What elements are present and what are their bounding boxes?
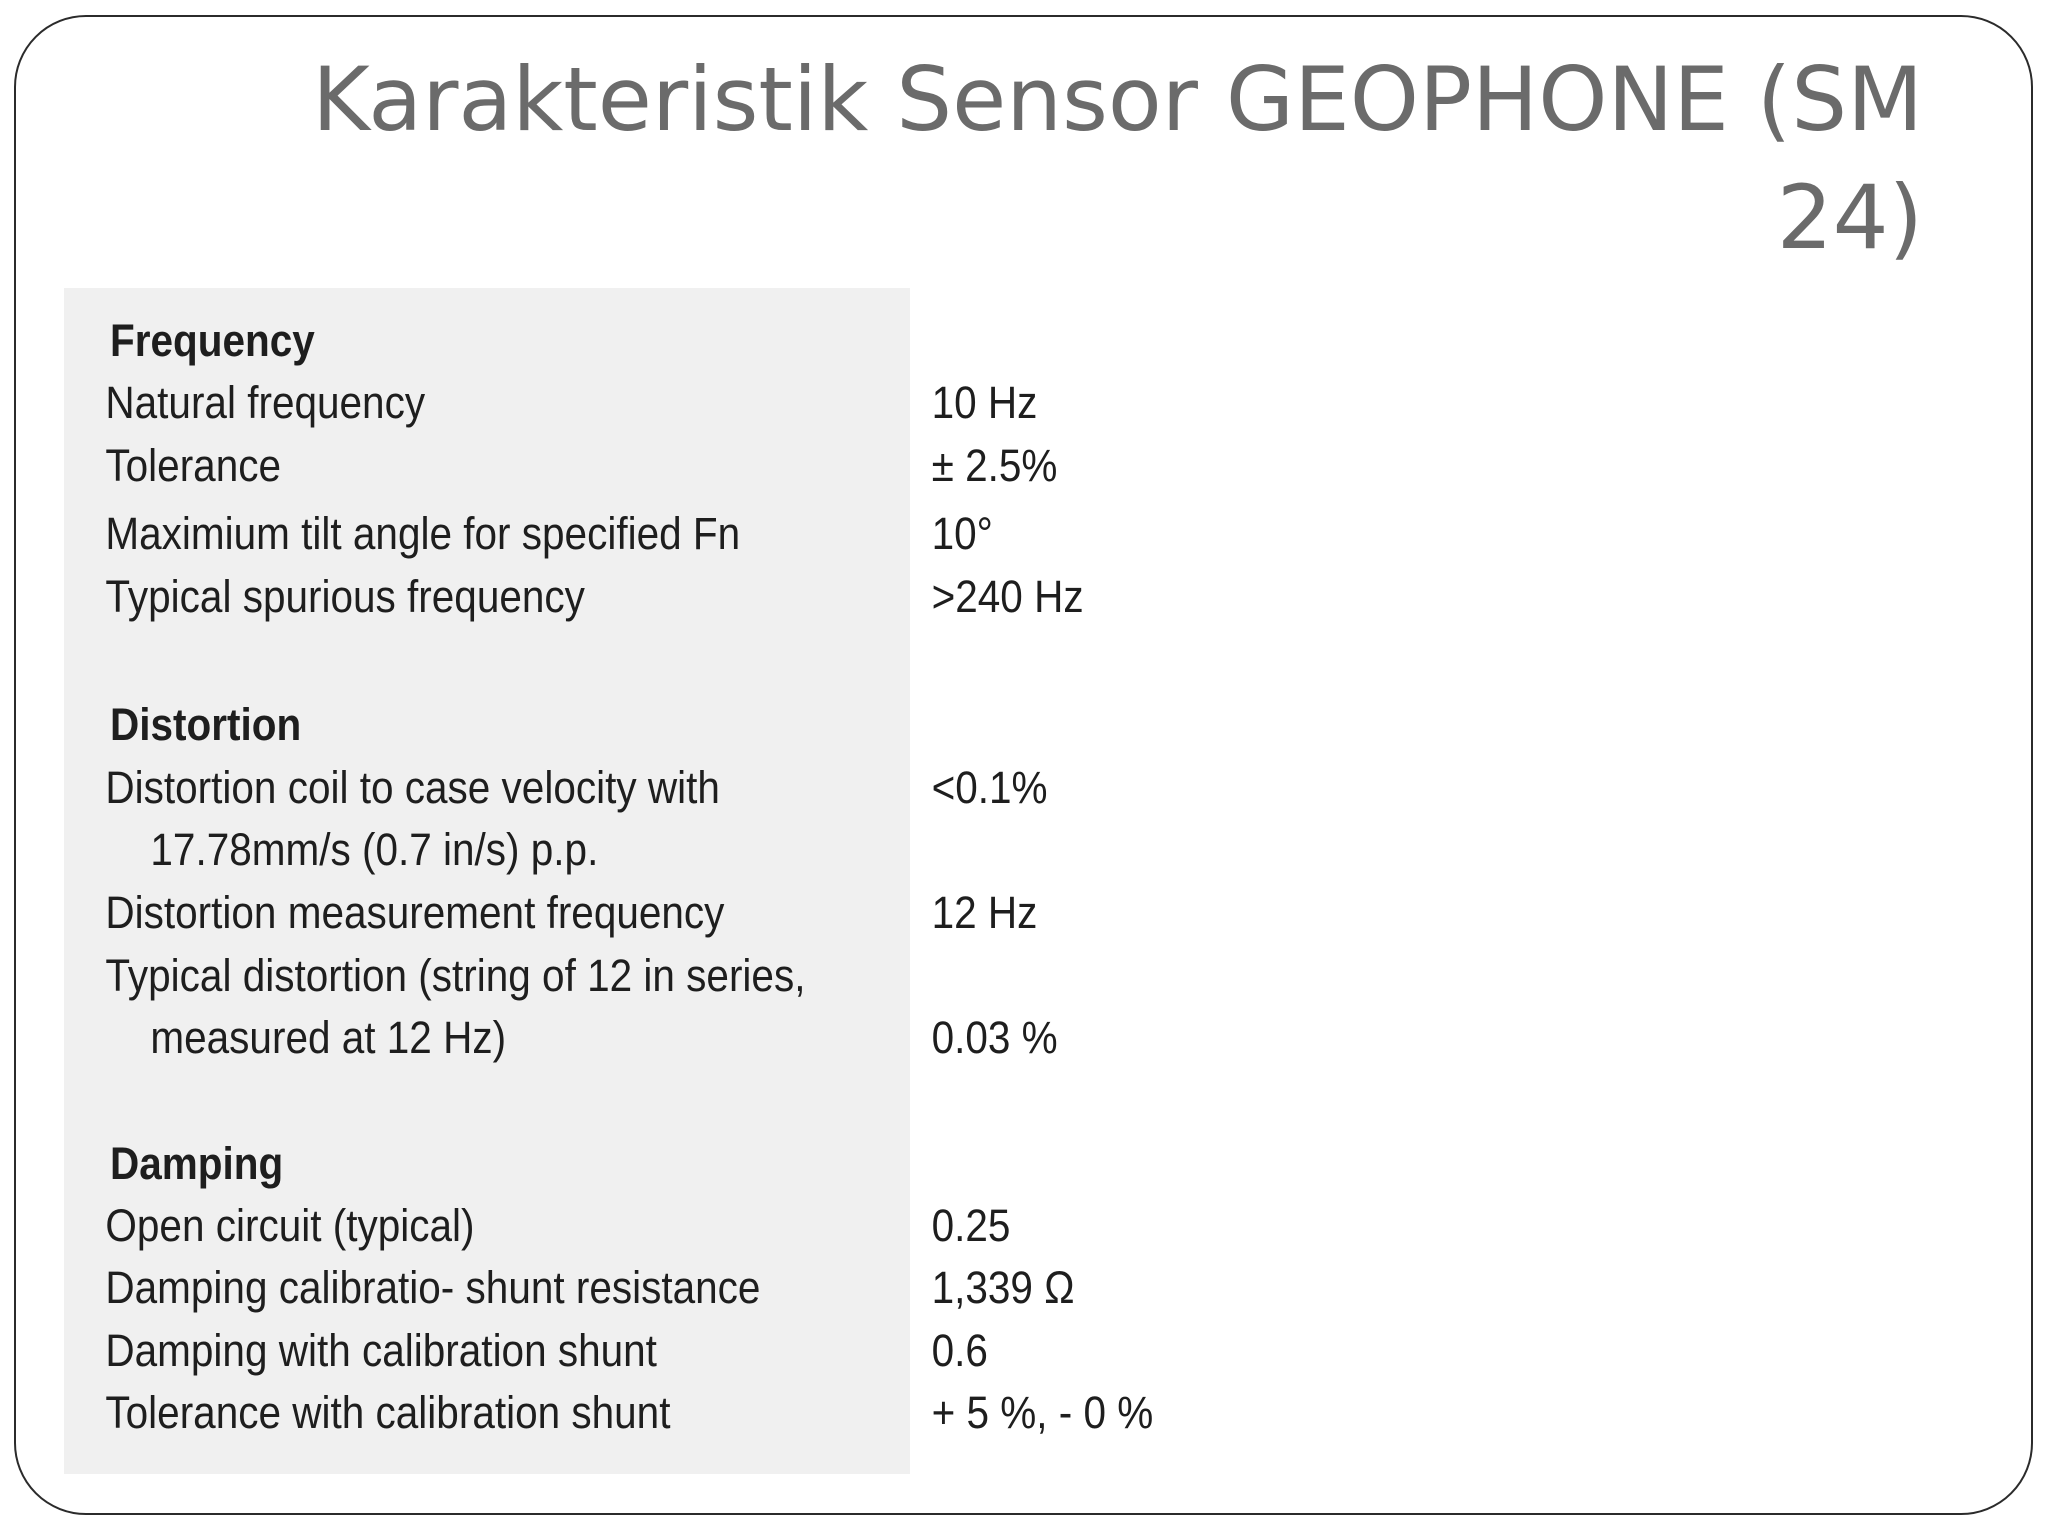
spec-label-continuation: measured at 12 Hz): [150, 1012, 507, 1063]
slide-title-line-1: Karakteristik Sensor GEOPHONE (SM: [312, 48, 1923, 151]
spec-value: 0.25: [931, 1200, 1011, 1251]
spec-label: Distortion coil to case velocity with: [105, 762, 720, 813]
spec-label-continuation: 17.78mm/s (0.7 in/s) p.p.: [150, 824, 599, 875]
spec-value: ± 2.5%: [931, 440, 1058, 491]
spec-value: 0.03 %: [931, 1012, 1058, 1063]
spec-table-image: [64, 288, 1264, 1474]
spec-value: <0.1%: [931, 762, 1048, 813]
spec-label: Typical distortion (string of 12 in series,: [105, 950, 806, 1001]
spec-label: Tolerance: [105, 440, 282, 491]
spec-value: 10°: [931, 508, 993, 559]
spec-label: Natural frequency: [105, 377, 426, 428]
spec-label: Typical spurious frequency: [105, 571, 585, 622]
spec-label: Maximium tilt angle for specified Fn: [105, 508, 741, 559]
section-heading-distortion: Distortion: [110, 699, 302, 750]
spec-value: 10 Hz: [931, 377, 1038, 428]
spec-value: >240 Hz: [931, 571, 1084, 622]
spec-label: Damping calibratio- shunt resistance: [105, 1262, 761, 1313]
spec-label: Tolerance with calibration shunt: [105, 1387, 671, 1438]
spec-label: Distortion measurement frequency: [105, 887, 725, 938]
spec-value: 12 Hz: [931, 887, 1038, 938]
slide-title: [223, 41, 1923, 277]
section-heading-frequency: Frequency: [110, 315, 315, 366]
section-heading-damping: Damping: [110, 1138, 284, 1189]
spec-value: 0.6: [931, 1325, 988, 1376]
spec-value: + 5 %, - 0 %: [931, 1387, 1154, 1438]
slide-title-line-2: 24): [1776, 166, 1923, 269]
spec-label: Open circuit (typical): [105, 1200, 475, 1251]
spec-value: 1,339 Ω: [931, 1262, 1075, 1313]
spec-label: Damping with calibration shunt: [105, 1325, 657, 1376]
